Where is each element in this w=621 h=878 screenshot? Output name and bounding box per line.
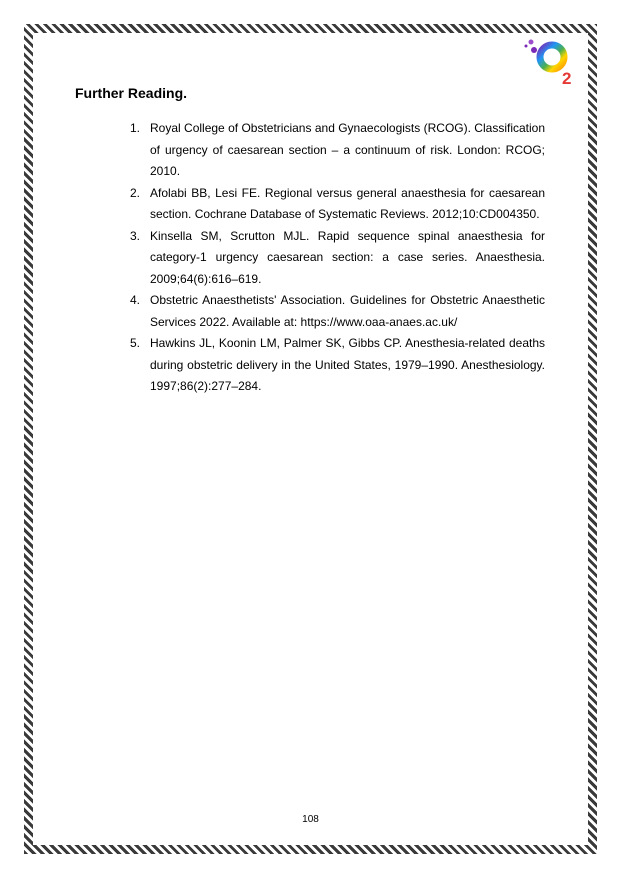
reference-list <box>130 118 545 398</box>
reference-text: Afolabi BB, Lesi FE. Regional versus general anaesthesia for caesarean section. Cochrane Database of Systematic Reviews. 2012;10:CD004350. <box>150 185 545 221</box>
reference-text: Obstetric Anaesthetists' Association. Guidelines for Obstetric Anaesthetic Services 2022. Available at: https://www.oaa-anaes.ac.uk/ <box>150 293 545 329</box>
reference-text: Kinsella SM, Scrutton MJL. Rapid sequence spinal anaesthesia for category-1 urgency caesarean section: a case series. Anaesthesia. 2009;64(6):616–619. <box>150 228 545 286</box>
reference-number: 4. <box>130 293 141 307</box>
reference-item <box>130 183 545 226</box>
reference-number: 1. <box>130 121 141 135</box>
reference-number: 2. <box>130 185 141 200</box>
page-number: 108 <box>302 814 319 825</box>
svg-text:2: 2 <box>562 69 572 88</box>
reference-item <box>130 226 545 291</box>
reference-item <box>130 118 545 183</box>
reference-number: 3. <box>130 228 141 243</box>
reference-item <box>130 333 545 398</box>
o2-logo-icon <box>522 36 578 88</box>
reference-number: 5. <box>130 336 141 350</box>
reference-text: Hawkins JL, Koonin LM, Palmer SK, Gibbs CP. Anesthesia-related deaths during obstetric delivery in the United States, 1979–1990. Anesthesiology. 1997;86(2):277–284. <box>150 336 545 393</box>
reference-text: Royal College of Obstetricians and Gynaecologists (RCOG). Classification of urgency of caesarean section – a continuum of risk. London: RCOG; 2010. <box>150 121 545 178</box>
further-reading-heading: Further Reading. <box>75 85 188 101</box>
reference-item <box>130 290 545 333</box>
